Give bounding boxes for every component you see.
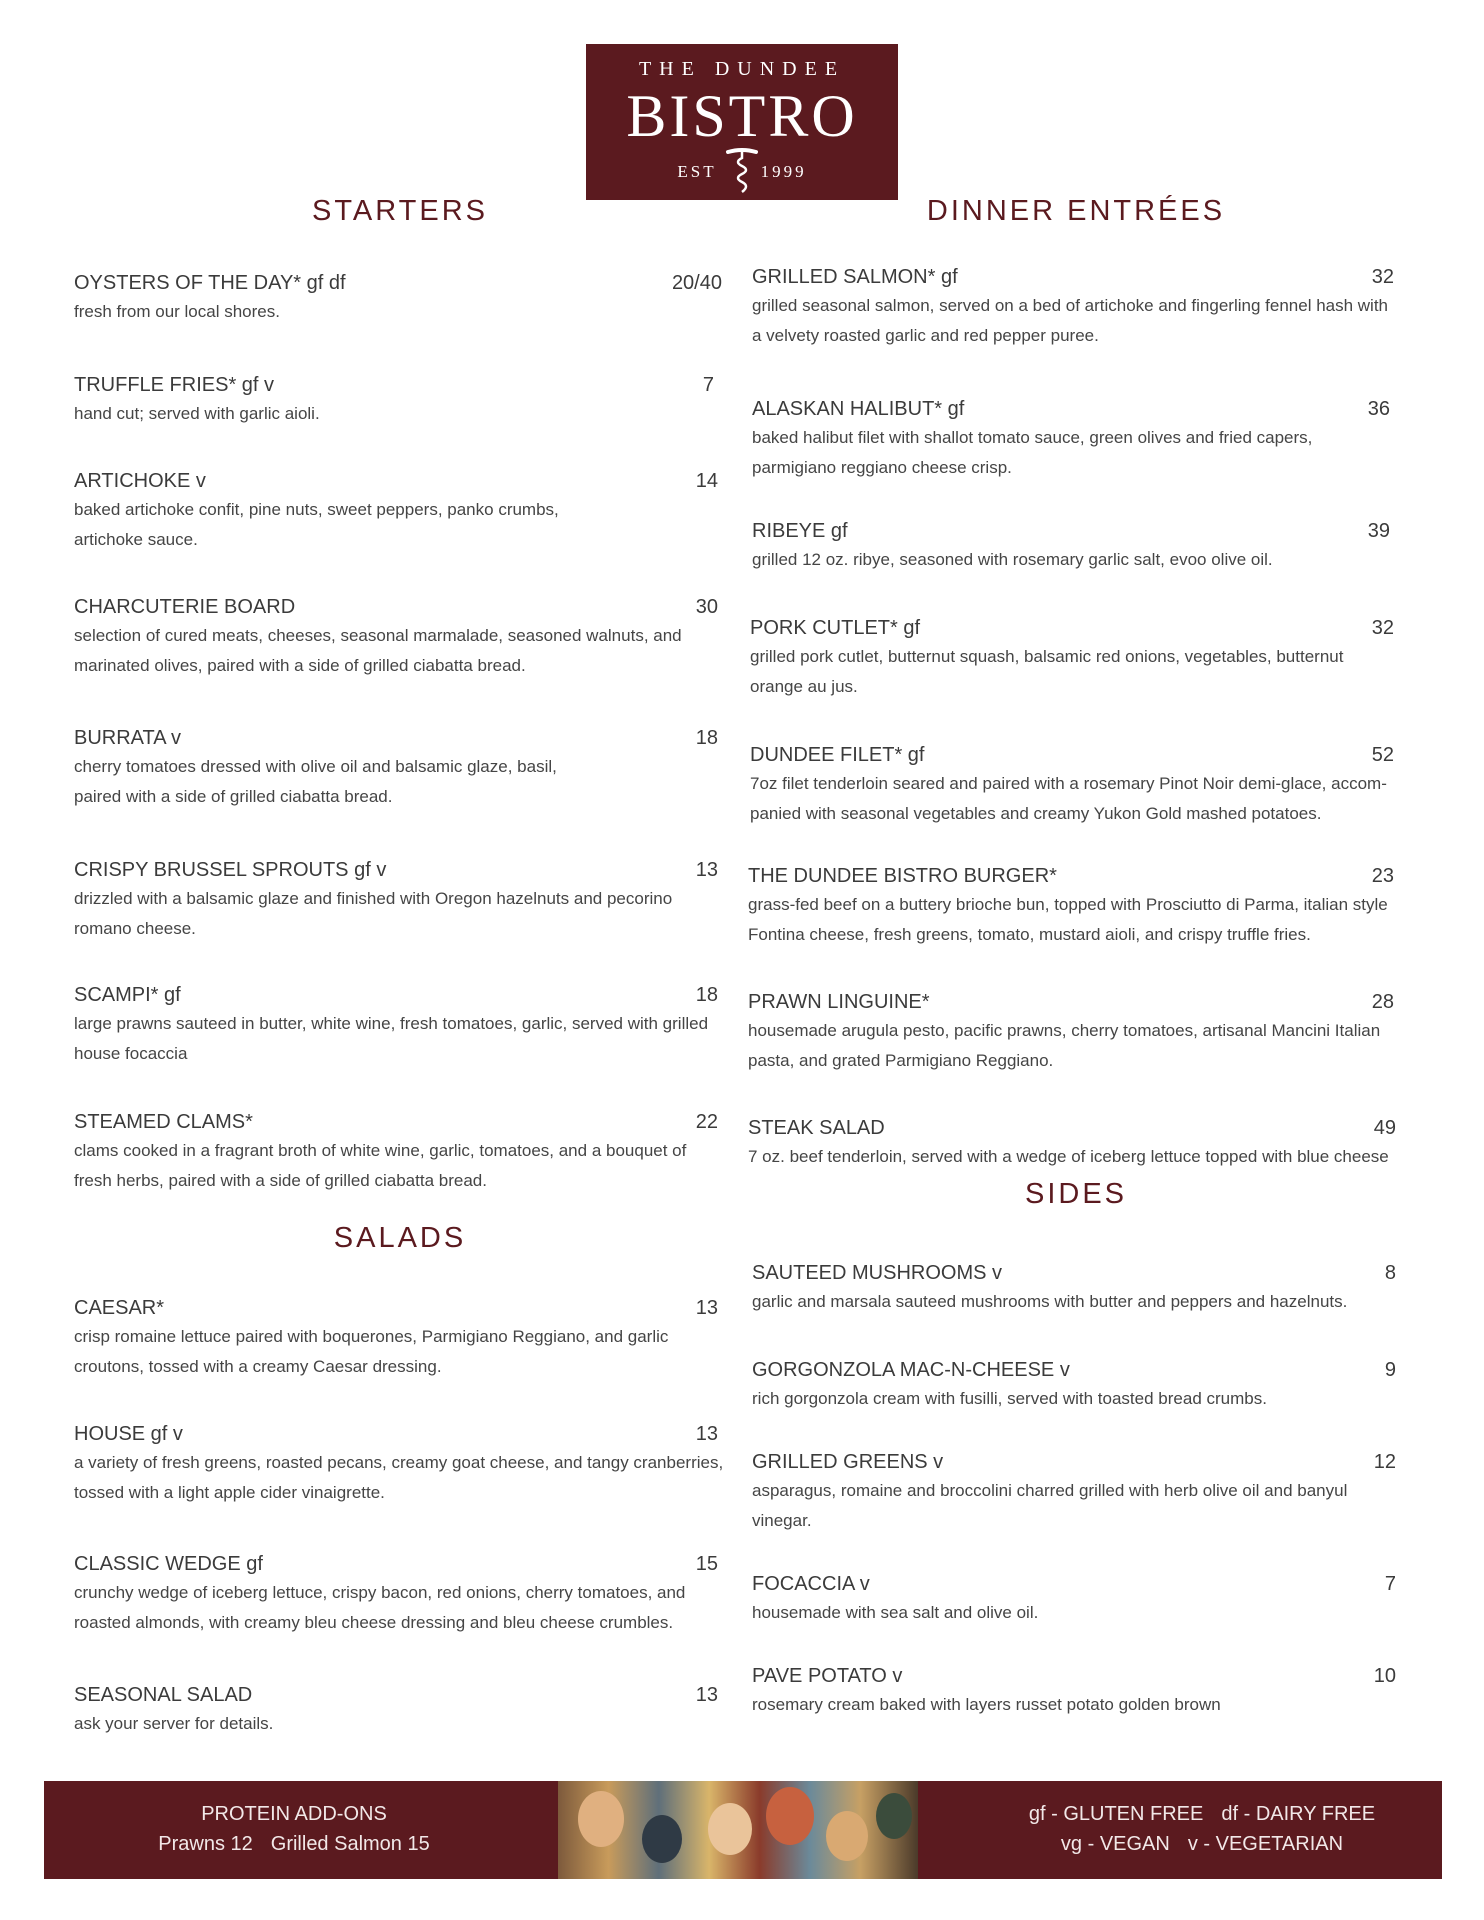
starters-heading: STARTERS xyxy=(311,195,488,227)
item-price: 49 xyxy=(1373,1117,1396,1139)
item-desc: rich gorgonzola cream with fusilli, served with toasted bread crumbs. xyxy=(752,1389,1267,1408)
item-name: CLASSIC WEDGE gf xyxy=(74,1553,263,1575)
item-price: 32 xyxy=(1371,617,1394,639)
item-name: ALASKAN HALIBUT* gf xyxy=(752,398,965,420)
item-price: 8 xyxy=(1384,1262,1396,1284)
menu-item xyxy=(752,398,1390,483)
item-name: SCAMPI* gf xyxy=(74,984,181,1006)
item-desc: housemade with sea salt and olive oil. xyxy=(752,1603,1039,1622)
item-name: GRILLED SALMON* gf xyxy=(752,266,958,288)
dietary-legend xyxy=(962,1799,1442,1859)
artwork-figure xyxy=(578,1791,624,1847)
item-price: 13 xyxy=(695,1684,718,1706)
item-desc: 7oz filet tenderloin seared and paired with a rosemary Pinot Noir demi-glace, accom-panied with seasonal vegetables and creamy Yukon Gold mashed potatoes. xyxy=(750,774,1387,823)
item-name: OYSTERS OF THE DAY* gf df xyxy=(74,272,346,294)
logo-est-year: 1999 xyxy=(760,162,807,181)
item-name: RIBEYE gf xyxy=(752,520,848,542)
item-name: HOUSE gf v xyxy=(74,1423,183,1445)
item-name: STEAMED CLAMS* xyxy=(74,1111,253,1133)
logo-est-label: EST xyxy=(677,162,717,181)
item-desc: ask your server for details. xyxy=(74,1714,274,1733)
menu-item xyxy=(752,1573,1396,1628)
legend-gf: gf - GLUTEN FREE xyxy=(1028,1803,1204,1825)
legend-v: v - VEGETARIAN xyxy=(1187,1833,1344,1855)
item-price: 13 xyxy=(695,1423,718,1445)
item-price: 30 xyxy=(695,596,718,618)
artwork-figure xyxy=(826,1811,868,1861)
item-name: TRUFFLE FRIES* gf v xyxy=(74,374,275,396)
menu-item xyxy=(750,744,1394,829)
item-name: DUNDEE FILET* gf xyxy=(750,744,925,766)
item-price: 18 xyxy=(695,727,718,749)
protein-addons xyxy=(44,1799,544,1859)
salads-heading: SALADS xyxy=(333,1222,467,1254)
menu-item xyxy=(74,1297,718,1382)
item-name: THE DUNDEE BISTRO BURGER* xyxy=(748,865,1057,887)
item-desc: a variety of fresh greens, roasted pecans, creamy goat cheese, and tangy cranberries, tossed with a light apple cider vinaigrette. xyxy=(74,1453,724,1502)
item-desc: 7 oz. beef tenderloin, served with a wedge of iceberg lettuce topped with blue cheese xyxy=(748,1147,1389,1166)
item-desc: crisp romaine lettuce paired with boquerones, Parmigiano Reggiano, and garlic croutons, tossed with a creamy Caesar dressing. xyxy=(74,1327,669,1376)
item-desc: baked artichoke confit, pine nuts, sweet peppers, panko crumbs, artichoke sauce. xyxy=(74,500,559,549)
item-desc: garlic and marsala sauteed mushrooms with butter and peppers and hazelnuts. xyxy=(752,1292,1348,1311)
menu-item xyxy=(74,470,718,555)
item-desc: cherry tomatoes dressed with olive oil and balsamic glaze, basil, paired with a side of grilled ciabatta bread. xyxy=(74,757,557,806)
menu-item xyxy=(74,1423,724,1508)
item-price: 28 xyxy=(1371,991,1394,1013)
item-price: 22 xyxy=(695,1111,718,1133)
item-desc: selection of cured meats, cheeses, seasonal marmalade, seasoned walnuts, and marinated olives, paired with a side of grilled ciabatta bread. xyxy=(74,626,682,675)
item-price: 13 xyxy=(695,859,718,881)
menu-item xyxy=(74,1553,718,1638)
logo xyxy=(586,44,898,200)
item-name: GORGONZOLA MAC-N-CHEESE v xyxy=(752,1359,1070,1381)
sides-heading: SIDES xyxy=(1024,1178,1128,1210)
item-price: 20/40 xyxy=(671,272,722,294)
item-desc: crunchy wedge of iceberg lettuce, crispy bacon, red onions, cherry tomatoes, and roasted almonds, with creamy bleu cheese dressing and bleu cheese crumbles. xyxy=(74,1583,686,1632)
item-desc: grilled 12 oz. ribye, seasoned with rosemary garlic salt, evoo olive oil. xyxy=(752,550,1273,569)
item-name: SEASONAL SALAD xyxy=(74,1684,253,1706)
item-desc: grass-fed beef on a buttery brioche bun, topped with Prosciutto di Parma, italian style Fontina cheese, fresh greens, tomato, mustard aioli, and crispy truffle fries. xyxy=(748,895,1388,944)
item-price: 36 xyxy=(1367,398,1390,420)
item-price: 39 xyxy=(1367,520,1390,542)
menu-item xyxy=(74,1111,718,1196)
item-name: CAESAR* xyxy=(74,1297,165,1319)
menu-item xyxy=(752,1262,1396,1317)
item-price: 7 xyxy=(1384,1573,1396,1595)
item-desc: asparagus, romaine and broccolini charred grilled with herb olive oil and banyul vinegar. xyxy=(752,1481,1348,1530)
menu-item xyxy=(752,1451,1396,1536)
item-desc: drizzled with a balsamic glaze and finished with Oregon hazelnuts and pecorino romano cheese. xyxy=(74,889,673,938)
item-price: 52 xyxy=(1371,744,1394,766)
item-name: BURRATA v xyxy=(74,727,182,749)
artwork-image xyxy=(558,1781,918,1879)
item-desc: clams cooked in a fragrant broth of white wine, garlic, tomatoes, and a bouquet of fresh herbs, paired with a side of grilled ciabatta bread. xyxy=(74,1141,687,1190)
protein-addons-title: PROTEIN ADD-ONS xyxy=(201,1803,387,1825)
item-name: PRAWN LINGUINE* xyxy=(748,991,930,1013)
item-name: GRILLED GREENS v xyxy=(752,1451,944,1473)
item-desc: grilled pork cutlet, butternut squash, balsamic red onions, vegetables, butternut orange au jus. xyxy=(750,647,1344,696)
item-desc: rosemary cream baked with layers russet potato golden brown xyxy=(752,1695,1221,1714)
item-name: FOCACCIA v xyxy=(752,1573,870,1595)
item-price: 23 xyxy=(1371,865,1394,887)
menu-item xyxy=(74,984,718,1069)
menu-item xyxy=(74,727,718,812)
item-desc: housemade arugula pesto, pacific prawns, cherry tomatoes, artisanal Mancini Italian pasta, and grated Parmigiano Reggiano. xyxy=(748,1021,1381,1070)
menu-item xyxy=(74,272,722,327)
item-price: 12 xyxy=(1373,1451,1396,1473)
menu-item xyxy=(748,1117,1396,1172)
corkscrew-icon xyxy=(724,148,760,194)
item-name: PAVE POTATO v xyxy=(752,1665,903,1687)
logo-top-line: THE DUNDEE xyxy=(638,58,846,80)
logo-name: BISTRO xyxy=(626,83,858,149)
item-price: 15 xyxy=(695,1553,718,1575)
menu-item xyxy=(74,596,718,681)
item-price: 10 xyxy=(1373,1665,1396,1687)
menu-item xyxy=(752,1359,1396,1414)
artwork-figure xyxy=(708,1803,752,1855)
menu-item xyxy=(750,617,1394,702)
item-name: CHARCUTERIE BOARD xyxy=(74,596,296,618)
menu-item xyxy=(752,520,1390,575)
item-desc: baked halibut filet with shallot tomato sauce, green olives and fried capers, parmigiano reggiano cheese crisp. xyxy=(752,428,1313,477)
item-name: SAUTEED MUSHROOMS v xyxy=(752,1262,1003,1284)
protein-salmon: Grilled Salmon 15 xyxy=(270,1833,430,1855)
protein-prawns: Prawns 12 xyxy=(158,1833,253,1855)
menu-item xyxy=(74,859,718,944)
item-price: 9 xyxy=(1384,1359,1396,1381)
menu-item xyxy=(752,266,1394,351)
artwork-figure xyxy=(642,1815,682,1863)
item-desc: large prawns sauteed in butter, white wine, fresh tomatoes, garlic, served with grilled house focaccia xyxy=(74,1014,709,1063)
item-price: 32 xyxy=(1371,266,1394,288)
entrees-heading: DINNER ENTRÉES xyxy=(926,195,1226,227)
item-name: ARTICHOKE v xyxy=(74,470,206,492)
menu-item xyxy=(748,991,1394,1076)
item-desc: fresh from our local shores. xyxy=(74,302,280,321)
item-price: 13 xyxy=(695,1297,718,1319)
menu-item xyxy=(74,374,714,429)
artwork-figure xyxy=(766,1787,814,1845)
item-price: 18 xyxy=(695,984,718,1006)
item-desc: hand cut; served with garlic aioli. xyxy=(74,404,320,423)
item-desc: grilled seasonal salmon, served on a bed of artichoke and fingerling fennel hash with a velvety roasted garlic and red pepper puree. xyxy=(752,296,1389,345)
legend-vg: vg - VEGAN xyxy=(1060,1833,1170,1855)
item-name: CRISPY BRUSSEL SPROUTS gf v xyxy=(74,859,387,881)
item-name: STEAK SALAD xyxy=(748,1117,885,1139)
footer-banner xyxy=(44,1781,1442,1879)
item-price: 14 xyxy=(695,470,718,492)
item-name: PORK CUTLET* gf xyxy=(750,617,921,639)
item-price: 7 xyxy=(702,374,714,396)
menu-item xyxy=(748,865,1394,950)
menu-item xyxy=(752,1665,1396,1720)
menu-item xyxy=(74,1684,718,1739)
legend-df: df - DAIRY FREE xyxy=(1221,1803,1376,1825)
artwork-figure xyxy=(876,1793,912,1839)
